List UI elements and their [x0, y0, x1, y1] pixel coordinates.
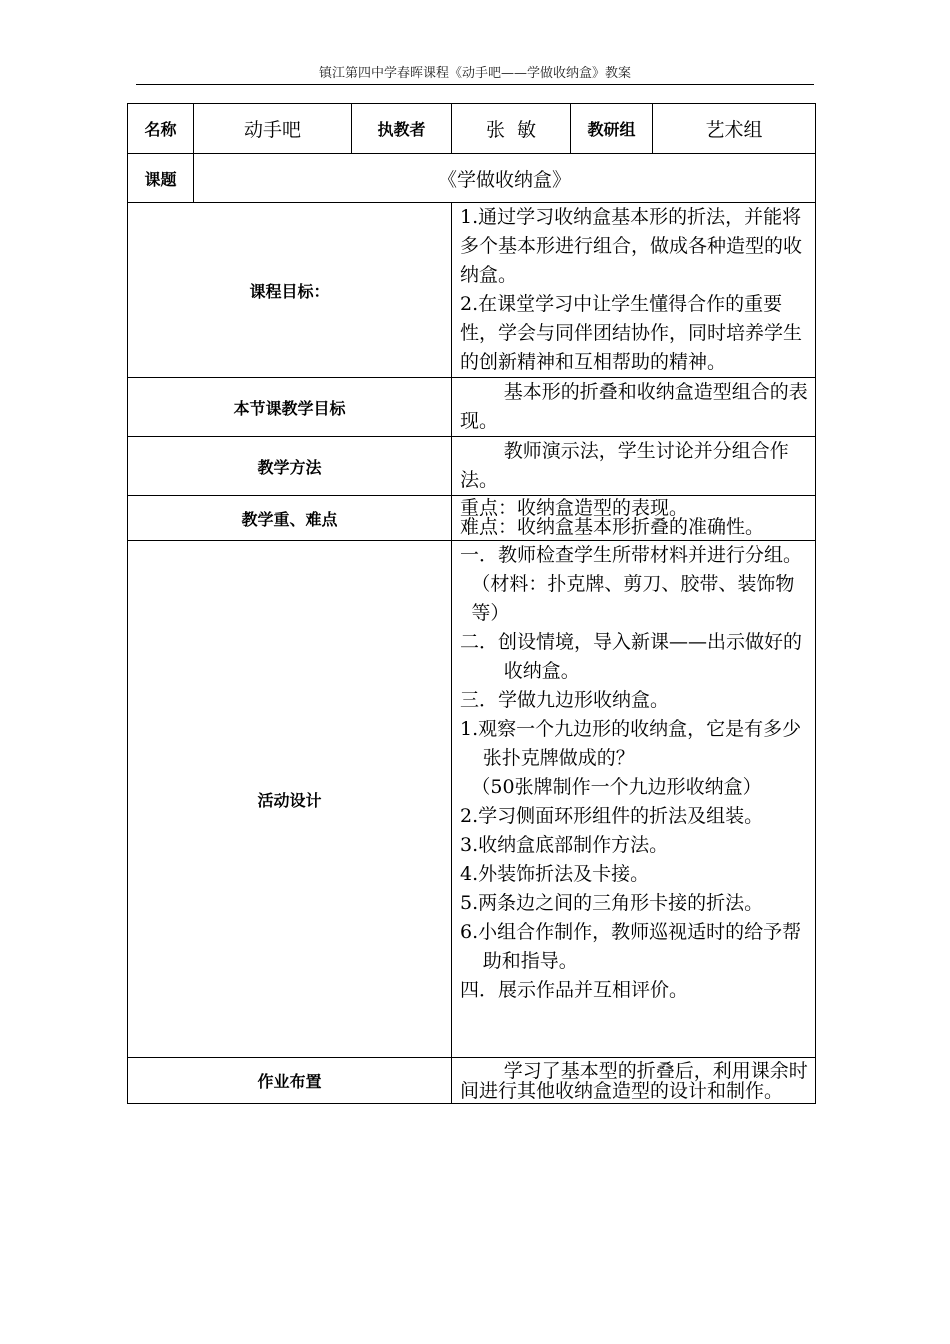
activity-line: （材料：扑克牌、剪刀、胶带、装饰物等）: [471, 573, 795, 624]
goals-content: [452, 203, 816, 378]
homework-label: 作业布置: [128, 1058, 452, 1104]
activity-line: 6.小组合作制作，教师巡视适时的给予帮助和指导。: [460, 921, 802, 972]
activity-line: 一．教师检查学生所带材料并进行分组。: [460, 544, 803, 566]
method-text: 教师演示法，学生讨论并分组合作法。: [460, 440, 789, 491]
page-header: 镇江第四中学春晖课程《动手吧——学做收纳盒》教案: [136, 64, 814, 85]
method-value: [452, 437, 816, 496]
lesson-goal-value: [452, 378, 816, 437]
method-label: 教学方法: [128, 437, 452, 496]
activity-line: 二．创设情境，导入新课——出示做好的收纳盒。: [460, 631, 803, 682]
activity-line: 2.学习侧面环形组件的折法及组装。: [460, 805, 764, 827]
activity-line: （50张牌制作一个九边形收纳盒）: [471, 776, 762, 798]
info-row: [128, 104, 816, 154]
goal-item: 1.通过学习收纳盒基本形的折法，并能将多个基本形进行组合，做成各种造型的收纳盒。: [460, 206, 803, 286]
teacher-label: 执教者: [352, 104, 452, 154]
activity-content: [452, 541, 816, 1058]
goal-item: 2.在课堂学习中让学生懂得合作的重要性，学会与同伴团结协作，同时培养学生的创新精神和互相帮助的精神。: [460, 293, 803, 373]
homework-content: [452, 1058, 816, 1104]
difficulty-text: 难点：收纳盒基本形折叠的准确性。: [460, 516, 765, 538]
key-point-text: 重点：收纳盒造型的表现。: [460, 497, 689, 519]
key-points-content: [452, 496, 816, 541]
key-points-row: [128, 496, 816, 541]
name-label: 名称: [128, 104, 194, 154]
lesson-plan-table: [127, 103, 816, 1104]
teacher-value: 张 敏: [452, 104, 571, 154]
activity-line: 1.观察一个九边形的收纳盒，它是有多少张扑克牌做成的？: [460, 718, 802, 769]
name-value: 动手吧: [194, 104, 352, 154]
activity-line: 4.外装饰折法及卡接。: [460, 863, 650, 885]
activity-line: 3.收纳盒底部制作方法。: [460, 834, 669, 856]
homework-text: 学习了基本型的折叠后，利用课余时间进行其他收纳盒造型的设计和制作。: [460, 1059, 808, 1102]
topic-row: [128, 154, 816, 203]
homework-row: [128, 1058, 816, 1104]
goals-row: [128, 203, 816, 378]
activity-line: 5.两条边之间的三角形卡接的折法。: [460, 892, 764, 914]
key-points-label: 教学重、难点: [128, 496, 452, 541]
group-label: 教研组: [571, 104, 653, 154]
activity-line: 三．学做九边形收纳盒。: [460, 689, 670, 711]
activity-label: 活动设计: [128, 541, 452, 1058]
lesson-goal-row: [128, 378, 816, 437]
activity-line: 四．展示作品并互相评价。: [460, 979, 689, 1001]
activity-row: [128, 541, 816, 1058]
lesson-goal-label: 本节课教学目标: [128, 378, 452, 437]
topic-value: 《学做收纳盒》: [194, 154, 816, 203]
group-value: 艺术组: [653, 104, 816, 154]
lesson-goal-text: 基本形的折叠和收纳盒造型组合的表现。: [460, 381, 808, 432]
method-row: [128, 437, 816, 496]
topic-label: 课题: [128, 154, 194, 203]
goals-label: 课程目标：: [128, 203, 452, 378]
